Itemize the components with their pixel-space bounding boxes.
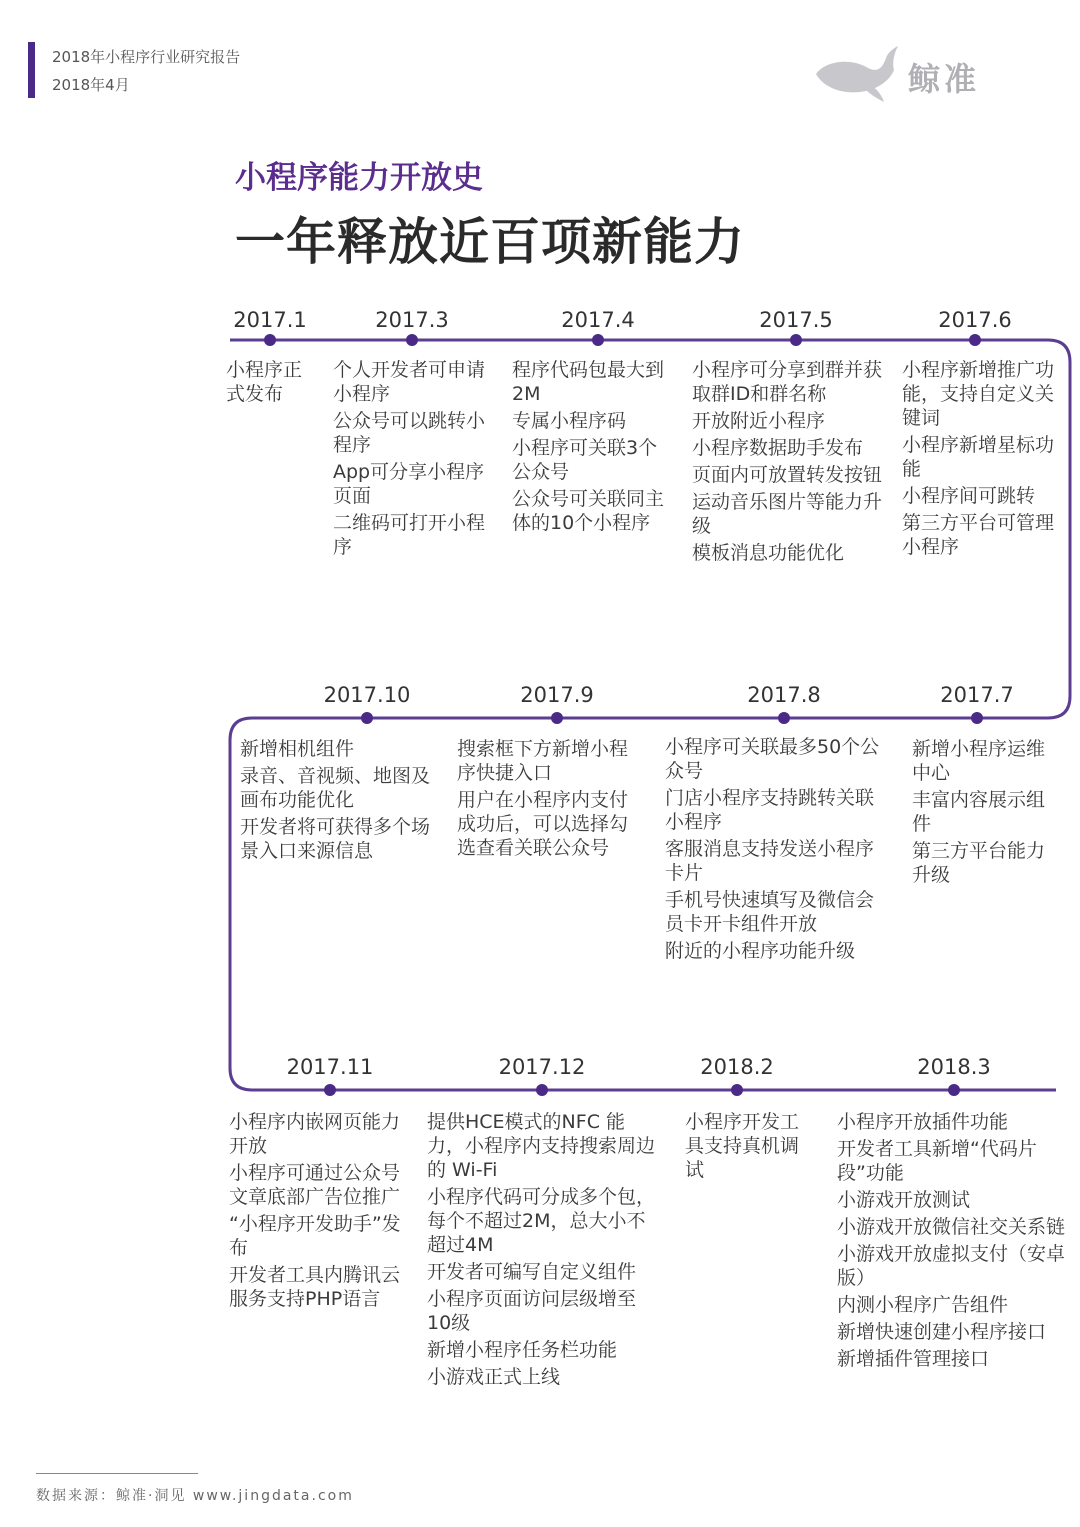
milestone-item: 小程序开发工具支持真机调试 (685, 1111, 800, 1181)
milestone-item: 小游戏开放微信社交关系链 (837, 1216, 1066, 1238)
milestone-date: 2017.12 (498, 1055, 586, 1079)
milestone-item: 公众号可以跳转小程序 (333, 410, 486, 456)
milestone-item: 开放附近小程序 (692, 410, 826, 432)
page-title: 一年释放近百项新能力 (235, 213, 745, 271)
milestone-item: “小程序开发助手”发布 (229, 1213, 401, 1259)
milestone-item: 新增小程序任务栏功能 (427, 1339, 618, 1361)
milestone-item: 小程序间可跳转 (902, 485, 1036, 507)
milestone-date: 2017.3 (375, 308, 449, 332)
milestone-date: 2018.3 (917, 1055, 991, 1079)
milestone-date: 2017.10 (323, 683, 411, 707)
milestone-item: 页面内可放置转发按钮 (692, 464, 883, 486)
timeline-dot (324, 1084, 336, 1096)
milestone-item: 第三方平台能力升级 (912, 840, 1046, 886)
milestone-items (457, 737, 637, 863)
milestone-item: 专属小程序码 (512, 410, 627, 432)
milestone-item: 开发者将可获得多个场景入口来源信息 (240, 816, 431, 862)
milestone-item: 用户在小程序内支付成功后，可以选择勾选查看关联公众号 (457, 789, 629, 859)
timeline-dot (406, 334, 418, 346)
timeline-dot (790, 334, 802, 346)
milestone-item: 录音、音视频、地图及画布功能优化 (240, 765, 431, 811)
milestone-date: 2017.1 (233, 308, 307, 332)
milestone-items (333, 358, 488, 562)
timeline-dot (536, 1084, 548, 1096)
milestone-item: 内测小程序广告组件 (837, 1294, 1009, 1316)
milestone-date: 2017.4 (561, 308, 635, 332)
milestone-item: 二维码可打开小程序 (333, 512, 486, 558)
timeline-dot (731, 1084, 743, 1096)
milestone-items (665, 735, 890, 966)
milestone-item: 公众号可关联同主体的10个小程序 (512, 488, 665, 534)
milestone-items (240, 737, 430, 866)
milestone-item: 小程序页面访问层级增至10级 (427, 1288, 637, 1334)
milestone-item: 开发者工具内腾讯云服务支持PHP语言 (229, 1264, 401, 1310)
timeline-dot (361, 712, 373, 724)
timeline-dot (948, 1084, 960, 1096)
milestone-item: 新增小程序运维中心 (912, 738, 1046, 784)
milestone-item: 小游戏开放测试 (837, 1189, 971, 1211)
milestone-item: 新增插件管理接口 (837, 1348, 990, 1370)
milestone-item: 运动音乐图片等能力升级 (692, 491, 883, 537)
milestone-item: 附近的小程序功能升级 (665, 940, 856, 962)
data-source: 数据来源：鲸准·洞见 www.jingdata.com (36, 1488, 354, 1504)
milestone-item: 第三方平台可管理小程序 (902, 512, 1055, 558)
timeline-dot (264, 334, 276, 346)
page-subtitle: 小程序能力开放史 (235, 160, 483, 196)
milestone-item: 客服消息支持发送小程序卡片 (665, 838, 875, 884)
milestone-item: 新增相机组件 (240, 738, 355, 760)
milestone-items (226, 358, 316, 409)
timeline-dot (971, 712, 983, 724)
milestone-items (512, 358, 667, 538)
milestone-item: 小程序数据助手发布 (692, 437, 864, 459)
report-date: 2018年4月 (52, 76, 130, 94)
milestone-item: 小游戏开放虚拟支付（安卓版） (837, 1243, 1066, 1289)
milestone-items (837, 1110, 1072, 1374)
milestone-item: 搜索框下方新增小程序快捷入口 (457, 738, 629, 784)
milestone-item: 程序代码包最大到2M (512, 359, 665, 405)
milestone-item: 小程序代码可分成多个包，每个不超过2M，总大小不超过4M (427, 1186, 656, 1256)
milestone-item: 开发者可编写自定义组件 (427, 1261, 637, 1283)
milestone-items (692, 358, 882, 568)
milestone-item: 小程序内嵌网页能力开放 (229, 1111, 401, 1157)
milestone-item: 开发者工具新增“代码片段”功能 (837, 1138, 1037, 1184)
milestone-item: 丰富内容展示组件 (912, 789, 1046, 835)
milestone-item: 小程序可关联最多50个公众号 (665, 736, 880, 782)
timeline-dot (969, 334, 981, 346)
milestone-item: 个人开发者可申请小程序 (333, 359, 486, 405)
milestone-item: 小程序新增星标功能 (902, 434, 1055, 480)
milestone-date: 2017.8 (747, 683, 821, 707)
report-title: 2018年小程序行业研究报告 (52, 48, 241, 66)
milestone-item: 门店小程序支持跳转关联小程序 (665, 787, 875, 833)
milestone-date: 2018.2 (700, 1055, 774, 1079)
milestone-item: 小程序新增推广功能，支持自定义关键词 (902, 359, 1055, 429)
milestone-items (902, 358, 1067, 562)
timeline-dot (778, 712, 790, 724)
milestone-date: 2017.5 (759, 308, 833, 332)
footer-divider (36, 1473, 198, 1474)
milestone-item: 小游戏正式上线 (427, 1366, 561, 1388)
milestone-items (229, 1110, 409, 1314)
milestone-date: 2017.7 (940, 683, 1014, 707)
milestone-item: App可分享小程序页面 (333, 461, 485, 507)
logo-text: 鲸准 (908, 60, 981, 98)
milestone-items (427, 1110, 659, 1392)
milestone-item: 小程序正式发布 (226, 359, 303, 405)
milestone-items (685, 1110, 810, 1185)
milestone-item: 小程序可通过公众号文章底部广告位推广 (229, 1162, 401, 1208)
milestone-item: 小程序可关联3个公众号 (512, 437, 658, 483)
milestone-item: 小程序可分享到群并获取群ID和群名称 (692, 359, 883, 405)
milestone-item: 模板消息功能优化 (692, 542, 845, 564)
timeline-dot (551, 712, 563, 724)
milestone-item: 手机号快速填写及微信会员卡开卡组件开放 (665, 889, 875, 935)
timeline-dot (592, 334, 604, 346)
milestone-item: 提供HCE模式的NFC 能力，小程序内支持搜索周边的 Wi-Fi (427, 1111, 656, 1181)
milestone-date: 2017.9 (520, 683, 594, 707)
milestone-item: 新增快速创建小程序接口 (837, 1321, 1047, 1343)
milestone-date: 2017.6 (938, 308, 1012, 332)
milestone-items (912, 737, 1062, 890)
milestone-date: 2017.11 (286, 1055, 374, 1079)
milestone-item: 小程序开放插件功能 (837, 1111, 1009, 1133)
